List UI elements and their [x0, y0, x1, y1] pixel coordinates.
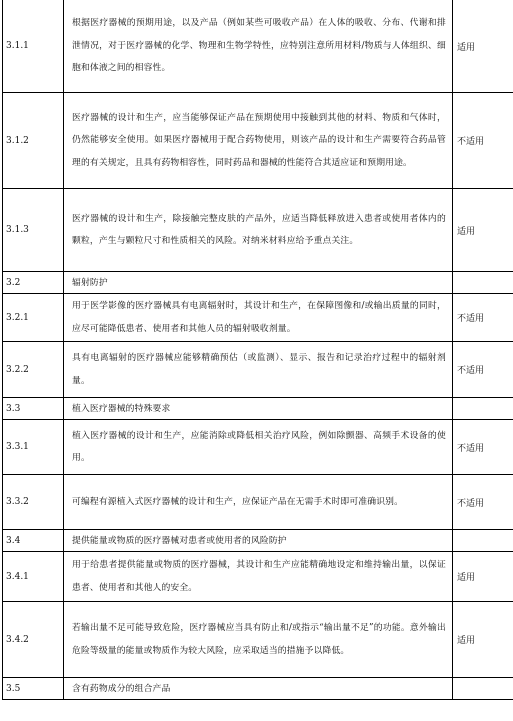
applicability [453, 530, 513, 552]
clause-number: 3.1.3 [3, 189, 64, 272]
table-row [3, 189, 513, 272]
applicability: 适用 [453, 0, 513, 93]
section-title: 提供能量或物质的医疗器械对患者或使用者的风险防护 [64, 530, 453, 552]
clause-number: 3.3.2 [3, 475, 64, 530]
clause-number: 3.2.2 [3, 342, 64, 398]
section-heading-row [3, 272, 513, 294]
requirement-text: 医疗器械的设计和生产，除接触完整皮肤的产品外，应适当降低释放进入患者或使用者体内的颗粒，产生与颗粒尺寸和性质相关的风险。对纳米材料应给予重点关注。 [64, 189, 453, 272]
clause-number: 3.4.2 [3, 602, 64, 678]
table-row [3, 342, 513, 398]
section-heading-row [3, 398, 513, 420]
applicability: 适用 [453, 602, 513, 678]
applicability: 适用 [453, 552, 513, 602]
requirements-table [2, 0, 513, 700]
applicability: 不适用 [453, 420, 513, 475]
clause-number: 3.1.1 [3, 0, 64, 93]
clause-number: 3.2.1 [3, 294, 64, 342]
section-number: 3.2 [3, 272, 64, 294]
table-row [3, 93, 513, 189]
section-number: 3.5 [3, 678, 64, 700]
table-row [3, 602, 513, 678]
requirement-text: 用于医学影像的医疗器械具有电离辐射时，其设计和生产，在保障图像和/或输出质量的同时，应尽可能降低患者、使用者和其他人员的辐射吸收剂量。 [64, 294, 453, 342]
requirement-text: 若输出量不足可能导致危险，医疗器械应当具有防止和/或指示“输出量不足”的功能。意外输出危险等级量的能量或物质作为较大风险，应采取适当的措施予以降低。 [64, 602, 453, 678]
section-heading-row [3, 530, 513, 552]
section-heading-row [3, 678, 513, 700]
applicability: 不适用 [453, 342, 513, 398]
table-row [3, 0, 513, 93]
section-title: 植入医疗器械的特殊要求 [64, 398, 453, 420]
applicability [453, 272, 513, 294]
applicability: 不适用 [453, 294, 513, 342]
section-title: 辐射防护 [64, 272, 453, 294]
applicability: 适用 [453, 189, 513, 272]
requirement-text: 植入医疗器械的设计和生产，应能消除或降低相关治疗风险，例如除颤器、高频手术设备的使用。 [64, 420, 453, 475]
requirement-text: 医疗器械的设计和生产，应当能够保证产品在预期使用中接触到其他的材料、物质和气体时，仍然能够安全使用。如果医疗器械用于配合药物使用，则该产品的设计和生产需要符合药品管理的有关规定，且具有药物相容性，同时药品和器械的性能符合其适应证和预期用途。 [64, 93, 453, 189]
applicability: 不适用 [453, 475, 513, 530]
applicability [453, 678, 513, 700]
table-row [3, 420, 513, 475]
section-number: 3.4 [3, 530, 64, 552]
requirement-text: 具有电离辐射的医疗器械应能够精确预估（或监测）、显示、报告和记录治疗过程中的辐射剂量。 [64, 342, 453, 398]
requirement-text: 可编程有源植入式医疗器械的设计和生产，应保证产品在无需手术时即可准确识别。 [64, 475, 453, 530]
clause-number: 3.4.1 [3, 552, 64, 602]
applicability [453, 398, 513, 420]
requirement-text: 根据医疗器械的预期用途，以及产品（例如某些可吸收产品）在人体的吸收、分布、代谢和排泄情况，对于医疗器械的化学、物理和生物学特性，应特别注意所用材料/物质与人体组织、细胞和体液之间的相容性。 [64, 0, 453, 93]
clause-number: 3.1.2 [3, 93, 64, 189]
table-row [3, 294, 513, 342]
table-row [3, 552, 513, 602]
section-title: 含有药物成分的组合产品 [64, 678, 453, 700]
clause-number: 3.3.1 [3, 420, 64, 475]
applicability: 不适用 [453, 93, 513, 189]
requirement-text: 用于给患者提供能量或物质的医疗器械，其设计和生产应能精确地设定和维持输出量，以保证患者、使用者和其他人的安全。 [64, 552, 453, 602]
section-number: 3.3 [3, 398, 64, 420]
table-row [3, 475, 513, 530]
